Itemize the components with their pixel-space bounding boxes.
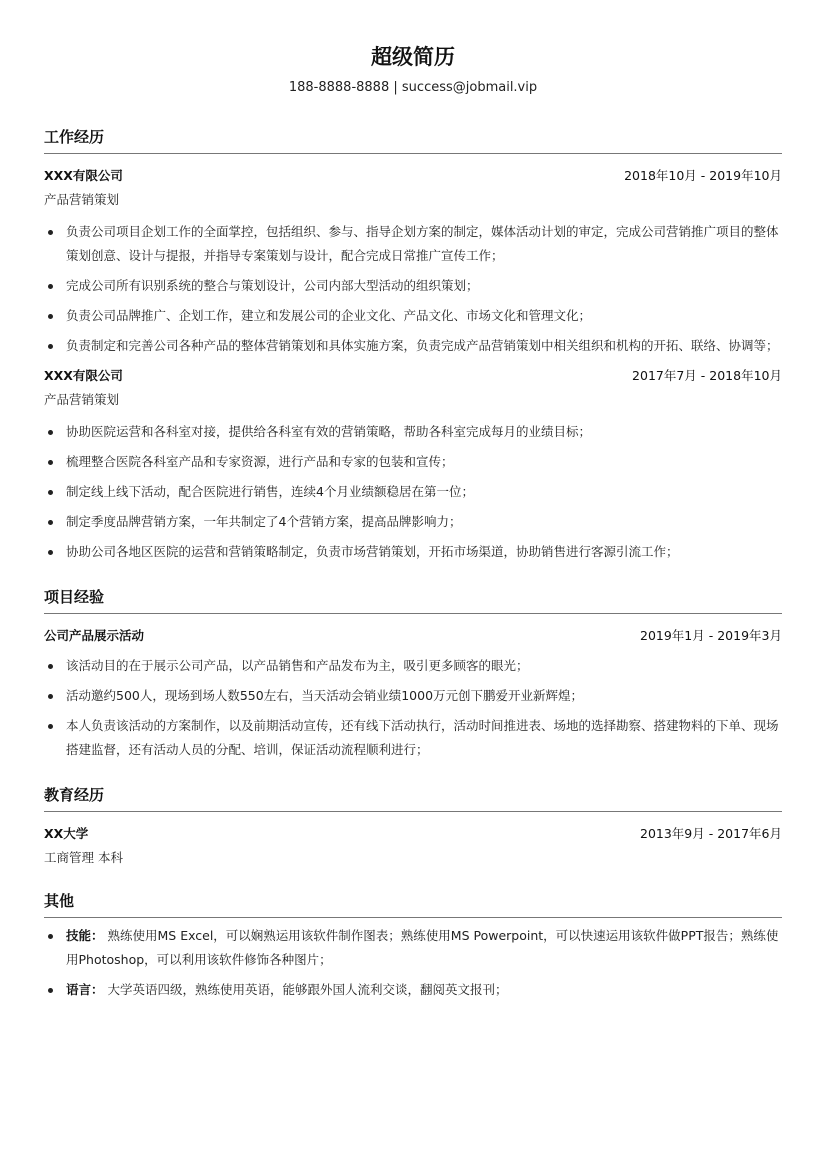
bullet-list (44, 924, 782, 1002)
bullet-text: 负责公司项目企划工作的全面掌控，包括组织、参与、指导企划方案的制定，媒体活动计划的审定，完成公司营销推广项目的整体策划创意、设计与提报，并指导专案策划与设计，配合完成日常推广宣传工作； (66, 224, 779, 263)
bullet-icon (48, 694, 53, 699)
company-name: XXX有限公司 (44, 368, 123, 383)
job-role: 产品营销策划 (44, 192, 120, 207)
bullet-text: 活动邀约500人，现场到场人数550左右，当天活动会销业绩1000万元创下鹏爱开业新辉煌； (66, 688, 584, 703)
bullet-text: 负责制定和完善公司各种产品的整体营销策划和具体实施方案，负责完成产品营销策划中相关组织和机构的开拓、联络、协调等； (66, 338, 779, 353)
list-item (44, 714, 782, 762)
section-title-work: 工作经历 (44, 126, 782, 154)
bullet-icon (48, 664, 53, 669)
education-section (44, 784, 782, 872)
project-entry (44, 622, 782, 762)
bullet-text: 本人负责该活动的方案制作，以及前期活动宣传，还有线下活动执行，活动时间推进表、场地的选择勘察、搭建物料的下单、现场搭建监督，还有活动人员的分配、培训，保证活动流程顺利进行； (66, 718, 779, 757)
skill-label: 技能： (66, 928, 104, 943)
bullet-icon (48, 284, 53, 289)
skill-text: 熟练使用MS Excel，可以娴熟运用该软件制作图表；熟练使用MS Powerpoint，可以快速运用该软件做PPT报告；熟练使用Photoshop，可以利用该软件修饰各种图片； (66, 928, 779, 967)
bullet-icon (48, 344, 53, 349)
bullet-icon (48, 460, 53, 465)
section-title-education: 教育经历 (44, 784, 782, 812)
work-entry (44, 162, 782, 358)
list-item (44, 450, 782, 474)
bullet-icon (48, 230, 53, 235)
list-item (44, 220, 782, 268)
projects-section (44, 586, 782, 762)
list-item (44, 978, 782, 1002)
language-label: 语言： (66, 982, 104, 997)
bullet-list (44, 420, 782, 564)
bullet-text: 负责公司品牌推广、企划工作，建立和发展公司的企业文化、产品文化、市场文化和管理文化； (66, 308, 592, 323)
entry-date: 2019年1月 - 2019年3月 (640, 628, 782, 643)
bullet-text: 协助公司各地区医院的运营和营销策略制定，负责市场营销策划，开拓市场渠道，协助销售进行客源引流工作； (66, 544, 679, 559)
list-item (44, 334, 782, 358)
section-title-other: 其他 (44, 890, 782, 918)
list-item (44, 304, 782, 328)
bullet-icon (48, 550, 53, 555)
bullet-text: 制定季度品牌营销方案，一年共制定了4个营销方案，提高品牌影响力； (66, 514, 462, 529)
list-item (44, 274, 782, 298)
list-item (44, 540, 782, 564)
entry-date: 2018年10月 - 2019年10月 (624, 168, 782, 183)
list-item (44, 420, 782, 444)
other-section (44, 890, 782, 1002)
bullet-icon (48, 988, 53, 993)
contact-line (44, 76, 782, 100)
bullet-icon (48, 314, 53, 319)
contact-separator: | (393, 80, 398, 95)
section-title-projects: 项目经验 (44, 586, 782, 614)
work-entry (44, 362, 782, 564)
major-degree: 工商管理 本科 (44, 850, 123, 865)
education-entry (44, 820, 782, 872)
bullet-text: 梳理整合医院各科室产品和专家资源，进行产品和专家的包装和宣传； (66, 454, 454, 469)
bullet-list (44, 220, 782, 358)
bullet-icon (48, 724, 53, 729)
entry-date: 2013年9月 - 2017年6月 (640, 826, 782, 841)
bullet-icon (48, 520, 53, 525)
school-name: XX大学 (44, 826, 89, 841)
bullet-icon (48, 430, 53, 435)
company-name: XXX有限公司 (44, 168, 123, 183)
phone-number: 188-8888-8888 (288, 80, 390, 95)
bullet-list (44, 654, 782, 762)
resume-name: 超级简历 (371, 45, 455, 69)
bullet-text: 完成公司所有识别系统的整合与策划设计，公司内部大型活动的组织策划； (66, 278, 479, 293)
entry-date: 2017年7月 - 2018年10月 (632, 368, 782, 383)
list-item (44, 510, 782, 534)
language-text: 大学英语四级，熟练使用英语，能够跟外国人流利交谈，翻阅英文报刊； (107, 982, 508, 997)
list-item (44, 654, 782, 678)
list-item (44, 924, 782, 972)
bullet-text: 该活动目的在于展示公司产品，以产品销售和产品发布为主，吸引更多顾客的眼光； (66, 658, 529, 673)
bullet-icon (48, 934, 53, 939)
work-section (44, 126, 782, 564)
project-name: 公司产品展示活动 (44, 628, 145, 643)
list-item (44, 480, 782, 504)
list-item (44, 684, 782, 708)
bullet-text: 制定线上线下活动，配合医院进行销售，连续4个月业绩额稳居在第一位； (66, 484, 474, 499)
bullet-icon (48, 490, 53, 495)
email-address: success@jobmail.vip (401, 80, 538, 95)
bullet-text: 协助医院运营和各科室对接，提供给各科室有效的营销策略，帮助各科室完成每月的业绩目标； (66, 424, 592, 439)
job-role: 产品营销策划 (44, 392, 120, 407)
